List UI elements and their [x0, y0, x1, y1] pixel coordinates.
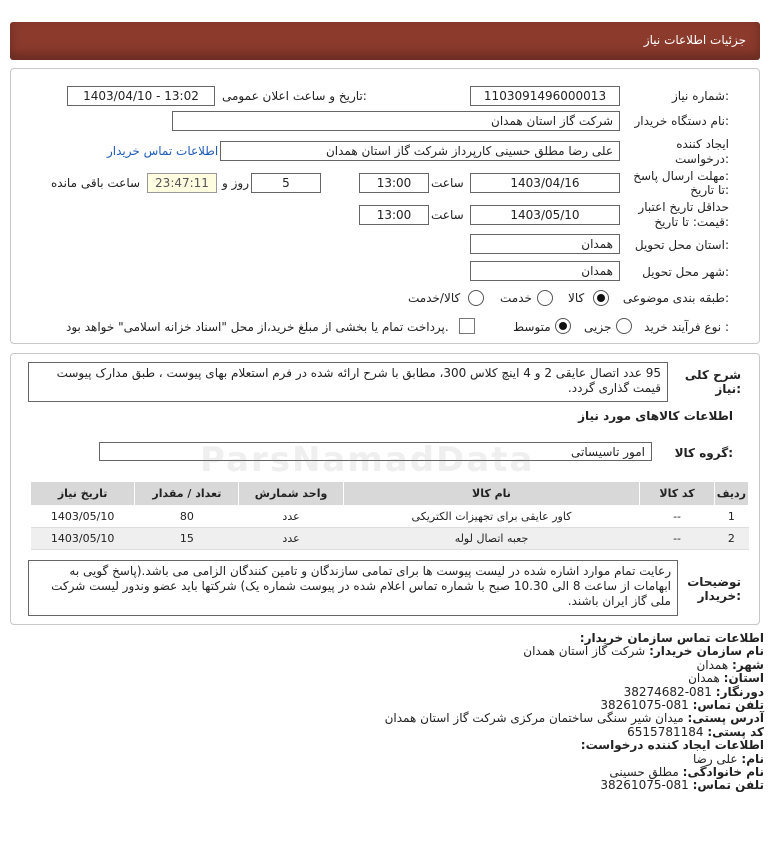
table-row[interactable]: [31, 506, 749, 528]
cell-unit: عدد: [239, 528, 343, 550]
contact-org-value: شرکت گاز استان همدان: [523, 644, 646, 659]
summary-label-1: شرح کلی: [684, 368, 741, 382]
creator-label-2: درخواست:: [675, 152, 729, 166]
deadline-label-2: تا تاریخ:: [690, 183, 729, 197]
process-medium-radio[interactable]: [555, 318, 571, 334]
cell-date: 1403/05/10: [31, 506, 135, 528]
contact-tel-value: 081-38261075: [600, 697, 689, 712]
process-minor-radio[interactable]: [616, 318, 632, 334]
category-goods-label: کالا: [568, 291, 585, 305]
validity-label-2: قیمت: تا تاریخ:: [654, 215, 729, 229]
process-medium-label: متوسط: [513, 320, 551, 334]
deadline-time-label: ساعت: [431, 176, 464, 190]
creator-label-1: ایجاد کننده: [676, 137, 729, 151]
col-code: کد کالا: [640, 482, 714, 506]
col-unit: واحد شمارش: [239, 482, 343, 506]
cell-unit: عدد: [239, 506, 343, 528]
cell-row: 1: [714, 506, 748, 528]
contact-fax-key: دورنگار:: [715, 684, 764, 699]
days-field[interactable]: 5: [251, 173, 321, 193]
cell-name: جعبه اتصال لوله: [343, 528, 640, 550]
remaining-time-field: 23:47:11: [147, 173, 217, 193]
need-number-label: شماره نیاز:: [671, 89, 729, 103]
process-minor-label: جزیی: [584, 320, 612, 334]
contact-address-value: میدان شیر سنگی ساختمان مرکزی شرکت گاز استان همدان: [384, 711, 684, 726]
process-label: نوع فرآیند خرید :: [644, 320, 729, 334]
contact-city-value: همدان: [696, 657, 729, 672]
days-label: روز و: [222, 176, 249, 190]
city-field[interactable]: همدان: [470, 261, 620, 281]
city-label: شهر محل تحویل:: [642, 265, 729, 279]
cell-code: --: [640, 528, 714, 550]
buyer-notes-label-1: توضیحات: [687, 575, 741, 589]
creator-name-value: علی رضا: [692, 751, 738, 766]
cell-date: 1403/05/10: [31, 528, 135, 550]
category-goods-radio[interactable]: [593, 290, 609, 306]
goods-table: [30, 481, 749, 550]
validity-date-field[interactable]: 1403/05/10: [470, 205, 620, 225]
cell-name: کاور عایقی برای تجهیزات الکتریکی: [343, 506, 640, 528]
deadline-label-1: مهلت ارسال پاسخ:: [633, 169, 729, 183]
col-qty: تعداد / مقدار: [135, 482, 239, 506]
contact-org-key: نام سازمان خریدار:: [649, 644, 764, 659]
col-name: نام کالا: [343, 482, 640, 506]
contact-city-key: شهر:: [732, 657, 764, 672]
remaining-label: ساعت باقی مانده: [51, 176, 141, 190]
goods-group-label: گروه کالا:: [674, 446, 733, 460]
contact-tel-key: تلفن تماس:: [692, 697, 764, 712]
contact-province-key: استان:: [723, 671, 764, 686]
contact-section: [24, 632, 764, 793]
cell-qty: 80: [135, 506, 239, 528]
page-title: جزئیات اطلاعات نیاز: [643, 33, 746, 47]
category-goods-service-label: کالا/خدمت: [408, 291, 461, 305]
buyer-org-field[interactable]: شرکت گاز استان همدان: [172, 111, 620, 131]
summary-box: 95 عدد اتصال عایقی 2 و 4 اینچ کلاس 300، مطابق با شرح ارائه شده در فرم استعلام بهای پیوست ، طبق مدارک پیوست قیمت گذاری گردد.: [28, 362, 668, 402]
cell-row: 2: [714, 528, 748, 550]
contact-title: اطلاعات تماس سازمان خریدار:: [579, 631, 764, 645]
buyer-org-label: نام دستگاه خریدار:: [634, 114, 729, 128]
validity-time-field[interactable]: 13:00: [359, 205, 429, 225]
category-service-label: خدمت: [500, 291, 532, 305]
creator-name-key: نام:: [741, 751, 764, 766]
announce-label: تاریخ و ساعت اعلان عمومی:: [222, 89, 367, 103]
goods-info-title: اطلاعات کالاهای مورد نیاز: [578, 409, 733, 423]
treasury-note: پرداخت تمام یا بخشی از مبلغ خرید،از محل "اسناد خزانه اسلامی" خواهد بود.: [66, 320, 449, 334]
treasury-checkbox[interactable]: [459, 318, 475, 334]
contact-fax-value: 081-38274682: [623, 684, 712, 699]
validity-label-1: حداقل تاریخ اعتبار: [638, 200, 729, 214]
announce-field[interactable]: 1403/04/10 - 13:02: [67, 86, 215, 106]
contact-address-key: آدرس پستی:: [687, 711, 764, 726]
creator-tel-key: تلفن تماس:: [692, 778, 764, 793]
creator-family-key: نام خانوادگی:: [682, 764, 764, 779]
category-service-radio[interactable]: [537, 290, 553, 306]
cell-code: --: [640, 506, 714, 528]
table-row[interactable]: [31, 528, 749, 550]
contact-postal-value: 6515781184: [627, 724, 704, 739]
creator-field[interactable]: علی رضا مطلق حسینی کارپرداز شرکت گاز استان همدان: [220, 141, 620, 161]
creator-family-value: مطلق حسینی: [609, 764, 679, 779]
col-row: ردیف: [714, 482, 748, 506]
creator-info-title: اطلاعات ایجاد کننده درخواست:: [580, 738, 764, 753]
buyer-notes-label-2: خریدار:: [697, 589, 741, 603]
contact-province-value: همدان: [688, 671, 720, 686]
creator-tel-value: 081-38261075: [600, 778, 689, 793]
goods-details-panel: [10, 353, 760, 625]
province-label: استان محل تحویل:: [634, 238, 729, 252]
contact-postal-key: کد پستی:: [707, 724, 764, 739]
validity-time-label: ساعت: [431, 208, 464, 222]
deadline-date-field[interactable]: 1403/04/16: [470, 173, 620, 193]
buyer-contact-link[interactable]: اطلاعات تماس خریدار: [107, 144, 219, 158]
province-field[interactable]: همدان: [470, 234, 620, 254]
category-goods-service-radio[interactable]: [468, 290, 484, 306]
category-label: طبقه بندی موضوعی:: [622, 291, 729, 305]
need-number-field[interactable]: 1103091496000013: [470, 86, 620, 106]
buyer-notes-box: رعایت تمام موارد اشاره شده در لیست پیوست ها برای تمامی سازندگان و تامین کنندگان الزامی می باشد.(پاسخ گویی به ابهامات از ساعت 8 الی 10.30 صبح با شماره تماس اعلام شده در پیوست شماره یک) شرکتها باید عضو وندور لیست شرکت ملی گاز ایران باشند.: [28, 560, 678, 616]
col-date: تاریخ نیاز: [31, 482, 135, 506]
cell-qty: 15: [135, 528, 239, 550]
summary-label-2: نیاز:: [715, 382, 741, 396]
page-header: [10, 22, 760, 60]
deadline-time-field[interactable]: 13:00: [359, 173, 429, 193]
need-info-panel: [10, 68, 760, 344]
goods-group-field[interactable]: امور تاسیساتی: [99, 442, 652, 461]
